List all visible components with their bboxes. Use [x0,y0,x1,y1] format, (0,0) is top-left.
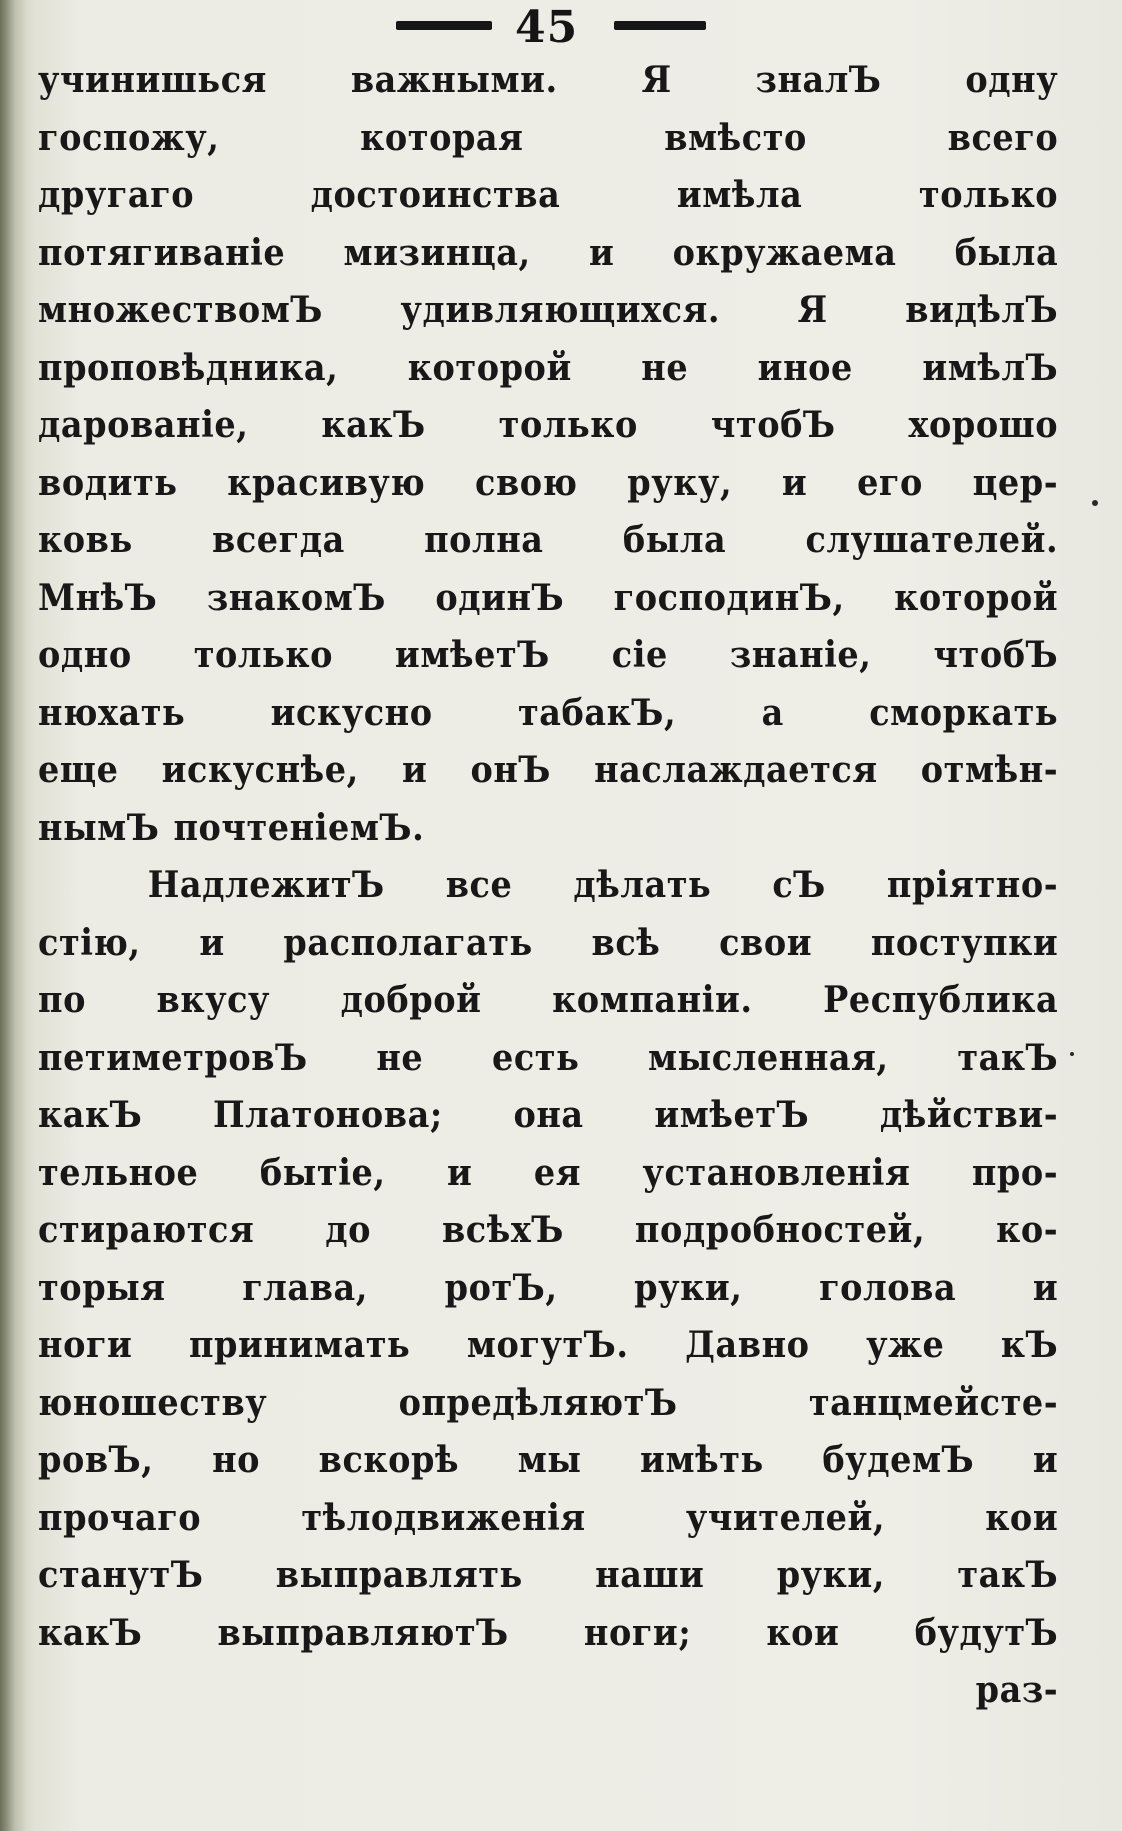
body-text [38,52,1058,1720]
text-line: госпожу, которая вмѣсто всего [38,116,1059,159]
text-line: ровЪ, но вскорѣ мы имѣть будемЪ и [38,1439,1059,1481]
text-line: торыя глава, ротЪ, руки, голова и [38,1266,1059,1309]
text-line: по вкусу доброй компанiи. Республика [38,979,1059,1021]
header-rule-left [396,21,492,30]
text-line: петиметровЪ не есть мысленная, такЪ [38,1036,1059,1079]
spine-shadow [0,0,26,1831]
ink-speck [1092,500,1098,506]
text-line-paragraph-start: НадлежитЪ все дѣлать сЪ прiятно- [147,864,1059,906]
text-line: какЪ выправляютЪ ноги; кои будутЪ [38,1611,1059,1654]
text-line: дарованiе, какЪ только чтобЪ хорошо [38,404,1059,446]
header-rule-right [614,21,706,30]
text-line: проповѣдника, которой не иное имѣлЪ [38,346,1059,389]
text-line: прочаго тѣлодвиженiя учителей, кои [38,1496,1059,1539]
text-line: стiю, и располагать всѣ свои поступки [38,921,1059,964]
text-line: множествомЪ удивляющихся. Я видѣлЪ [38,289,1059,331]
ink-speck [1070,1052,1074,1056]
text-line: станутЪ выправлять наши руки, такЪ [38,1554,1059,1596]
text-line: ноги принимать могутЪ. Давно уже кЪ [38,1324,1059,1366]
text-line: какЪ Платонова; она имѣетЪ дѣйстви- [38,1094,1059,1136]
text-line: водить красивую свою руку, и его цер- [38,461,1059,504]
catchword: раз- [975,1669,1059,1711]
text-line: учинишься важными. Я зналЪ одну [38,59,1059,101]
text-line-paragraph-end: нымЪ почтенiемЪ. [38,806,425,849]
text-line: одно только имѣетЪ сiе знанiе, чтобЪ [38,634,1059,676]
text-line: тельное бытiе, и ея установленiя про- [38,1151,1059,1194]
text-line: стираются до всѣхЪ подробностей, ко- [38,1209,1059,1251]
text-line: ковь всегда полна была слушателей. [38,519,1059,561]
text-line: еще искуснѣе, и онЪ наслаждается отмѣн- [38,749,1059,791]
text-line: МнѣЪ знакомЪ одинЪ господинЪ, которой [38,576,1059,619]
page-number: 45 [515,2,579,53]
page-header [0,2,1122,53]
text-line: юношеству опредѣляютЪ танцмейсте- [38,1381,1059,1424]
text-line: другаго достоинства имѣла только [38,174,1059,216]
text-line: нюхать искусно табакЪ, а сморкать [38,691,1059,734]
text-line: потягиванiе мизинца, и окружаема была [38,231,1059,274]
